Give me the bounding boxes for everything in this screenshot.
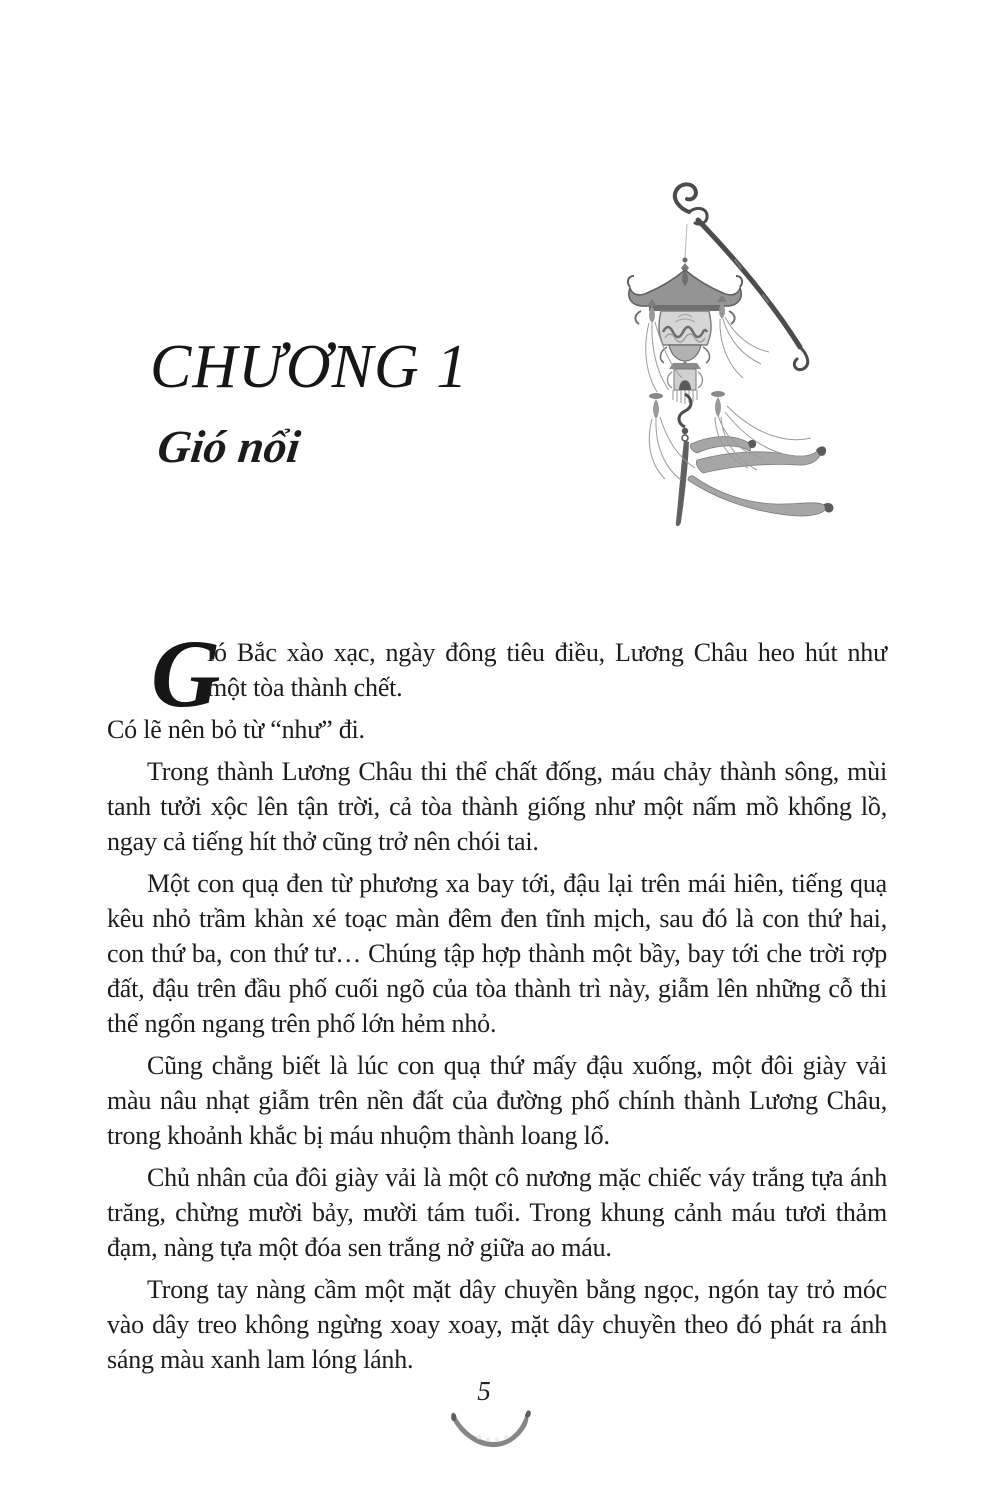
body-paragraph	[107, 620, 887, 727]
body-text	[107, 620, 887, 1384]
body-paragraph: Cũng chẳng biết là lúc con quạ thứ mấy đậu xuống, một đôi giày vải màu nâu nhạt giẫm trên nền đất của đường phố chính thành Lương Châu, trong khoảnh khắc bị máu nhuộm thành loang lổ.	[107, 1051, 887, 1150]
drop-cap: G	[151, 620, 221, 727]
body-paragraph: Chủ nhân của đôi giày vải là một cô nương mặc chiếc váy trắng tựa ánh trăng, chừng mười bảy, mười tám tuổi. Trong khung cảnh máu tươi thảm đạm, nàng tựa một đóa sen trắng nở giữa ao máu.	[107, 1163, 887, 1262]
footer-ornament-icon	[448, 1406, 532, 1448]
chapter-subtitle: Gió nổi	[154, 421, 304, 472]
body-paragraph: Trong tay nàng cầm một mặt dây chuyền bằng ngọc, ngón tay trỏ móc vào dây treo không ngừng xoay xoay, mặt dây chuyền theo đó phát ra ánh sáng màu xanh lam lóng lánh.	[107, 1275, 887, 1374]
paragraph-text: ió Bắc xào xạc, ngày đông tiêu điều, Lương Châu heo hút như một tòa thành chết.	[207, 638, 887, 702]
body-paragraph: Trong thành Lương Châu thi thể chất đống, máu chảy thành sông, mùi tanh tưởi xộc lên tận trời, cả tòa thành giống như một nấm mồ khổng lồ, ngay cả tiếng hít thở cũng trở nên chói tai.	[107, 757, 887, 856]
page-number: 5	[477, 1376, 491, 1406]
body-paragraph: Một con quạ đen từ phương xa bay tới, đậu lại trên mái hiên, tiếng quạ kêu nhỏ trầm khàn xé toạc màn đêm đen tĩnh mịch, sau đó là con thứ hai, con thứ ba, con thứ tư… Chúng tập hợp thành một bầy, bay tới che trời rợp đất, đậu trên đầu phố cuối ngõ của tòa thành trì này, giẫm lên những cỗ thi thể ngổn ngang trên phố lớn hẻm nhỏ.	[107, 869, 887, 1038]
palace-lantern-illustration	[585, 172, 865, 542]
chapter-title: CHƯƠNG 1	[150, 333, 469, 401]
body-paragraph: Có lẽ nên bỏ từ “như” đi.	[107, 715, 365, 744]
